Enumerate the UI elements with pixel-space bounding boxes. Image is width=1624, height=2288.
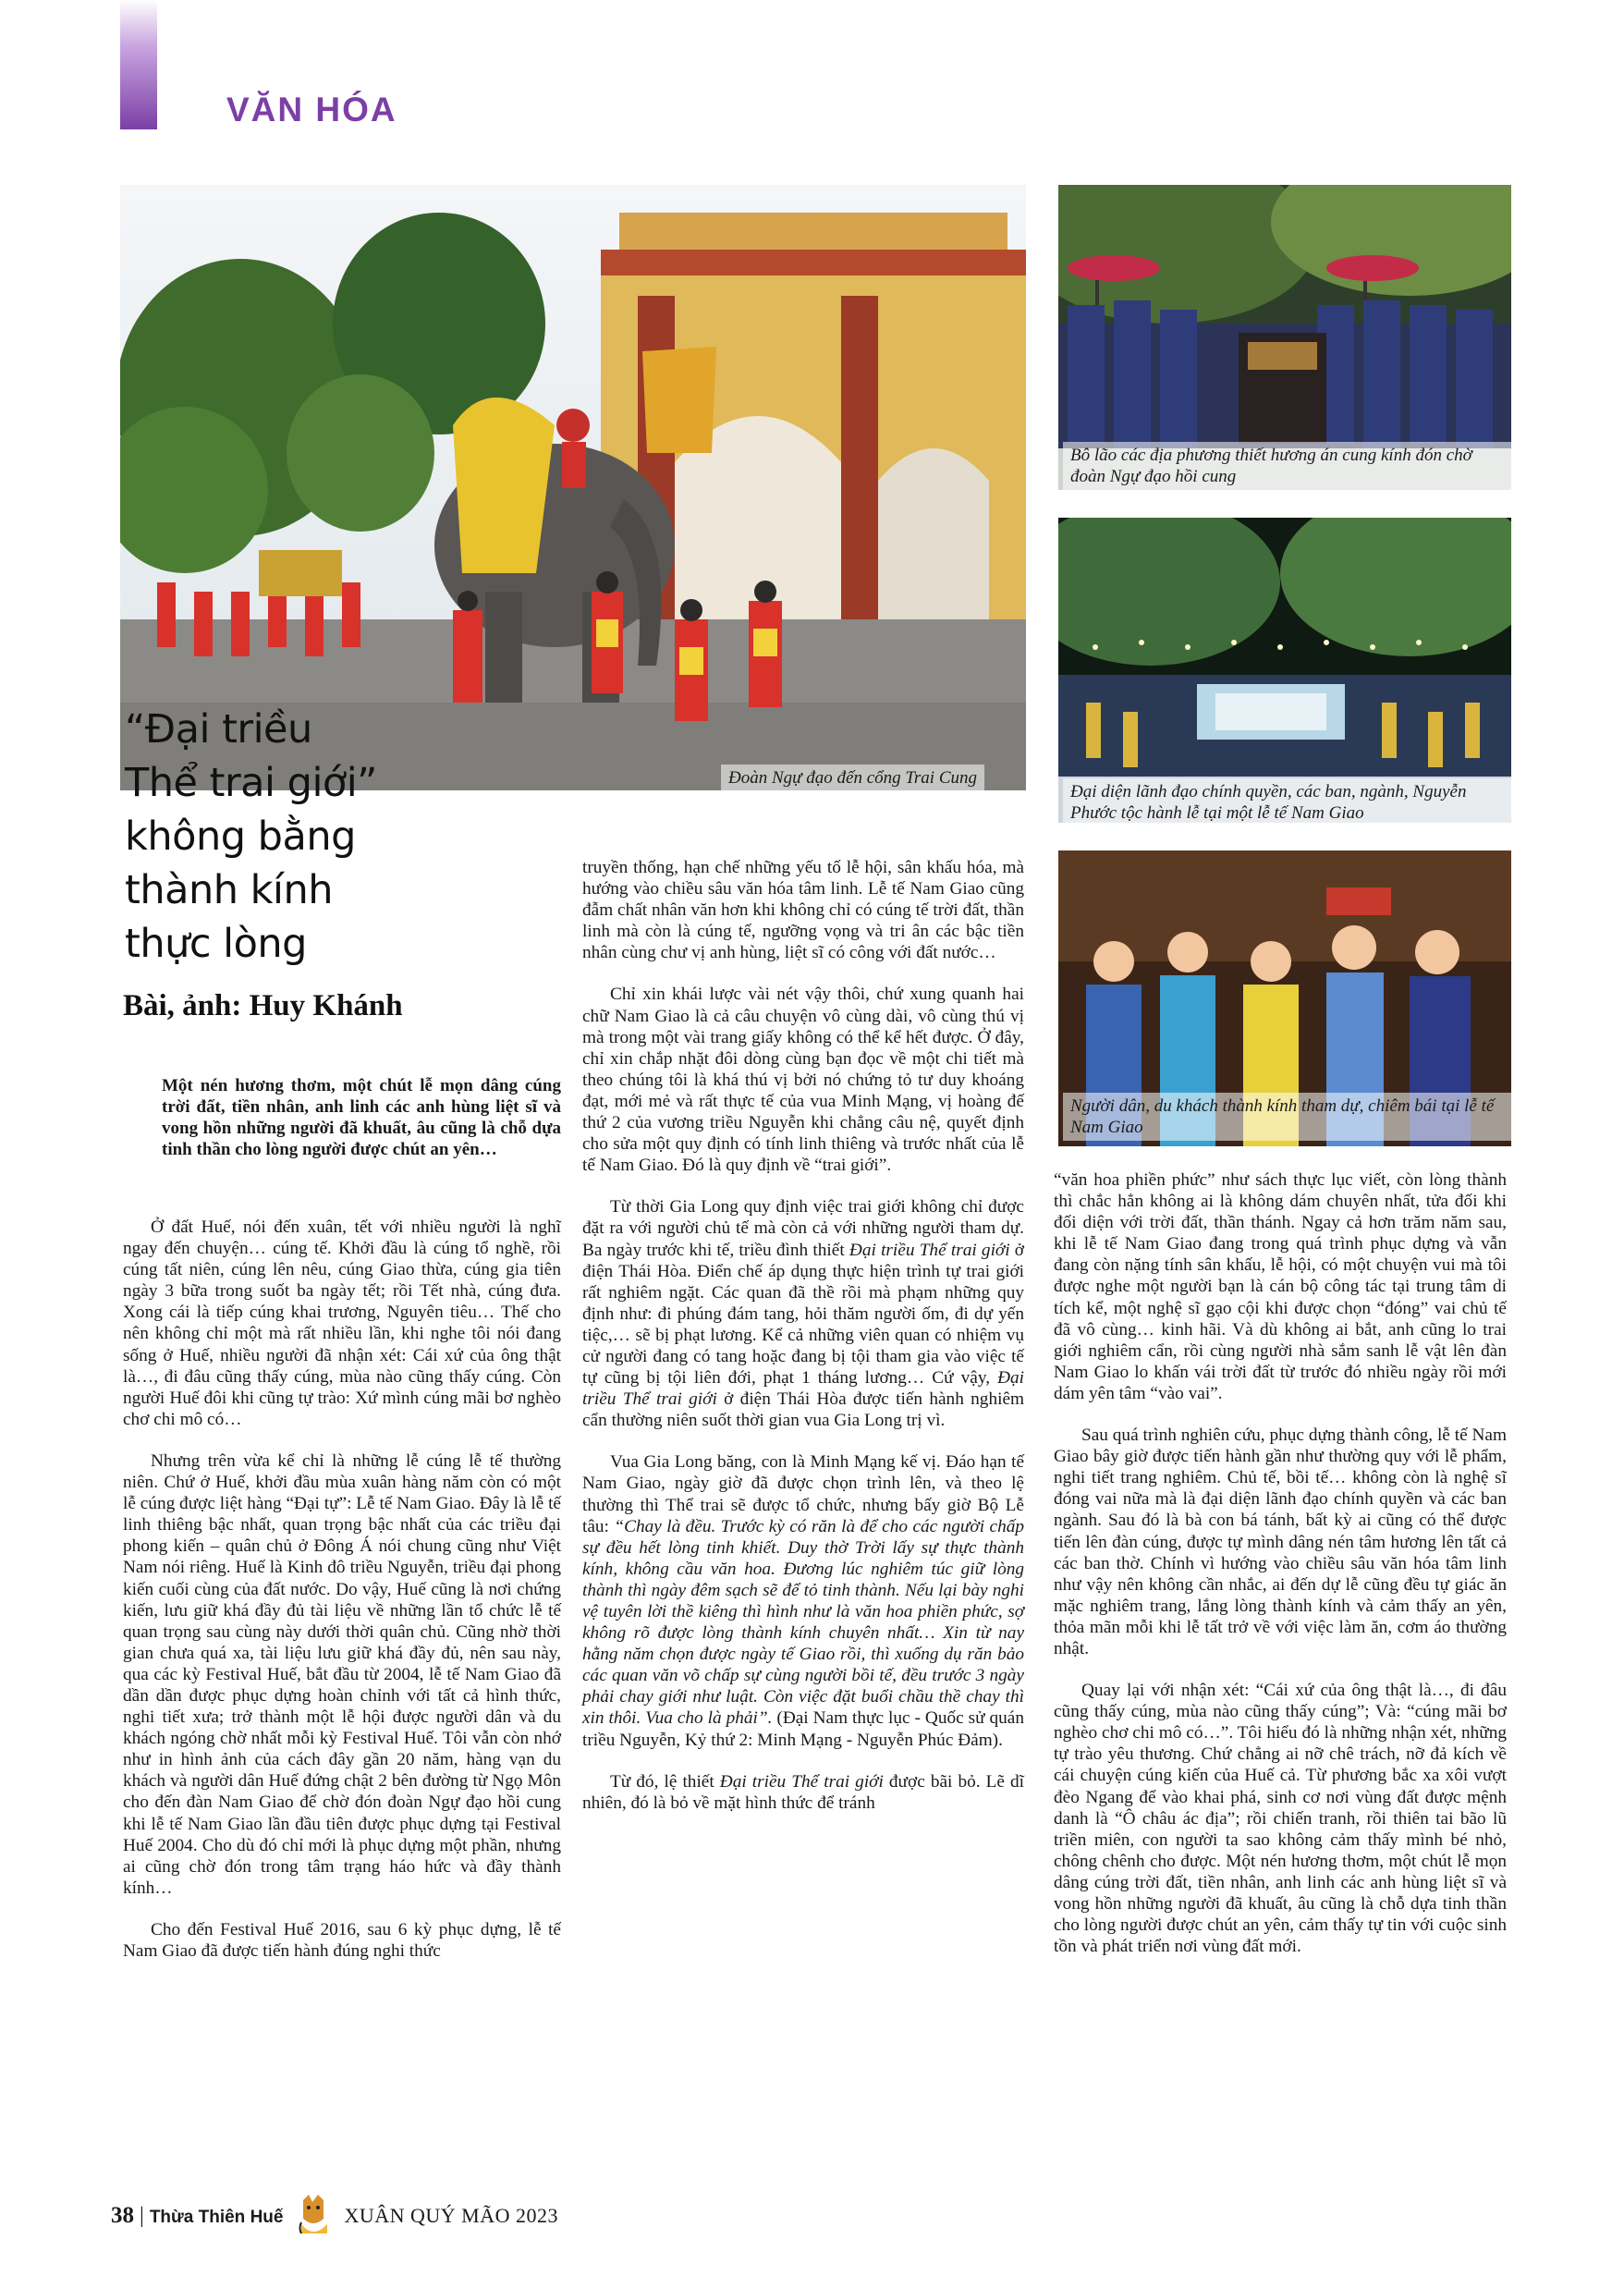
headline-line: thành kính — [125, 867, 333, 913]
body-paragraph: Từ đó, lệ thiết Đại triều Thể trai giới được bãi bỏ. Lẽ dĩ nhiên, đó là bỏ về mặt hình thức để tránh — [582, 1771, 1025, 1813]
main-photo-caption: Đoàn Ngự đạo đến cổng Trai Cung — [721, 765, 984, 791]
headline-line: không bằng — [125, 814, 356, 860]
body-paragraph: Vua Gia Long băng, con là Minh Mạng kế vị. Đáo hạn tế Nam Giao, ngày giờ đã được chọn trình lên, và theo lệ thường thì Thể trai sẽ được tổ chức, nhưng bấy giờ Bộ Lễ tâu: “Chay là đều. Trước kỳ có răn là để cho các người chấp sự đều hết lòng tinh khiết. Duy thờ Trời lấy sự thực thành kính, không cầu văn hoa. Đương lúc nghiêm túc giữ lòng thành thì ngày đêm sạch sẽ để tỏ tinh thành. Nếu lại bày nghi vệ tuyên lời thề kiêng thì hình như là văn hoa phiền phức, sợ không rõ được lòng thành kính chuyên nhất… Xin từ nay hằng năm chọn được ngày tế Giao rồi, thì xuống dụ răn bảo các quan văn võ chấp sự cùng người bồi tế, đều trước 3 ngày phải chay giới như luật. Còn việc đặt buổi chầu thề chay thì xin thôi. Vua cho là phải”. (Đại Nam thực lục - Quốc sử quán triều Nguyễn, Kỷ thứ 2: Minh Mạng - Nguyễn Phúc Đảm). — [582, 1452, 1024, 1750]
page-number: 38 — [111, 2203, 134, 2229]
body-paragraph: Từ thời Gia Long quy định việc trai giới không chỉ được đặt ra với người chủ tế mà còn cả với những người tham dự. Ba ngày trước khi tế, triều đình thiết Đại triều Thể trai giới ở điện Thái Hòa. Điển chế áp dụng thực hiện trình tự trai giới rất nghiêm ngặt. Các quan đã thề rồi mà phạm những quy định như: đi phúng đám tang, hỏi thăm người ốm, đi dự yến tiệc,… sẽ bị phạt lương. Kể cả những viên quan có nhiệm vụ cử người đang có tang hoặc đang bị tội tham gia vào việc tế tự cũng bị tội liên đới, phạt 1 tháng lương… Cứ vậy, Đại triều Thể trai giới ở điện Thái Hòa được tiến hành nghiêm cẩn thường niên suốt thời gian vua Gia Long trị vì. — [582, 1197, 1024, 1431]
body-paragraph: Chỉ xin khái lược vài nét vậy thôi, chứ xung quanh hai chữ Nam Giao là cả câu chuyện vô cùng dài, vô cùng thú vị mà trong một vài trang giấy không có thể kể hết được. Ở đây, chỉ xin chắp nhặt đôi dòng cùng bạn đọc về một chi tiết mà theo chúng tôi là khá thú vị bởi nó chứng tỏ tư duy khoáng đạt, mới mẻ và rất thực tế của vua Minh Mạng, vị hoàng đế thứ 2 của vương triều Nguyễn khi chẳng câu nệ, quyết định cho sửa một quy định có tính linh thiêng và trước nhất của lễ tế Nam Giao. Đó là quy định về “trai giới”. — [582, 985, 1024, 1176]
lead-paragraph: Một nén hương thơm, một chút lễ mọn dâng cúng trời đất, tiền nhân, anh linh các anh hùng liệt sĩ và vong hồn những người đã khuất, âu cũng là chỗ dựa tinh thần cho lòng người được chút an yên… — [162, 1076, 561, 1159]
body-paragraph: Ở đất Huế, nói đến xuân, tết với nhiều người là nghĩ ngay đến chuyện… cúng tế. Khởi đầu là cúng tổ nghề, rồi cúng tất niên, cúng lên nêu, cúng Giao thừa, cúng gia tiên ngày 3 bữa trong suốt ba ngày tết; rồi Tết nhà, cúng đưa. Xong cái là tiếp cúng khai trương, Nguyên tiêu… Thế cho nên không chỉ một mà rất nhiều lần, khi nghe tôi nói đang sống ở Huế, nhiều người đã nhận xét: Cái xứ của ông thật là…, đi đâu cũng thấy cúng, mùa nào cũng thấy cúng. Còn người Huế đôi khi cũng tự trào: Xứ mình cúng mãi bơ nghèo chơ chi mô có… — [123, 1217, 561, 1429]
body-paragraph: Sau quá trình nghiên cứu, phục dựng thành công, lễ tế Nam Giao bây giờ được tiến hành gần như thường quy với lễ phẩm, nghi tiết trang nghiêm. Chủ tế, bồi tế… không còn là nghệ sĩ đóng vai nữa mà là đại diện lãnh đạo chính quyền và các ban ngành. Sau đó là bà con bá tánh, bất kỳ ai cũng có thể được tiến lên đàn cúng, được tự mình dâng nén tâm hương lên tất cả các ban thờ. Chính vì hướng vào chiều sâu văn hóa tâm linh như vậy nên không cần nhắc, ai đến dự lễ cũng đều tự giác ăn mặc nghiêm trang, lắng lòng thành kính và cảm thấy an yên, thỏa mãn mỗi khi lễ tất trở về với việc làm ăn, cơm áo thường nhật. — [1054, 1425, 1507, 1658]
issue-label: XUÂN QUÝ MÃO 2023 — [344, 2204, 559, 2228]
side-photo-ceremony — [1058, 518, 1511, 823]
headline-line: “Đại triều — [125, 706, 312, 752]
cat-logo-icon — [296, 2191, 331, 2244]
body-paragraph: Nhưng trên vừa kể chỉ là những lễ cúng lễ tế thường niên. Chứ ở Huế, khởi đầu mùa xuân hàng năm còn có một lễ cúng được liệt hàng “Đại tự”: Lễ tế Nam Giao. Đây là lễ tế linh thiêng bậc nhất, quan trọng bậc nhất của các triều đại phong kiến – quân chủ ở Đông Á nói chung cũng như Việt Nam nói riêng. Huế là Kinh đô triều Nguyễn, triều đại phong kiến cuối cùng của đất nước. Do vậy, Huế cũng là nơi chứng kiến, lưu giữ khá đầy đủ tài liệu về những lần tổ chức lễ tế quan trọng sau cùng này dưới thời quân chủ. Cũng nhờ thời gian chưa quá xa, tài liệu lưu giữ khá đầy đủ, nên sau này, qua các kỳ Festival Huế, bắt đầu từ 2004, lễ tế Nam Giao đã dần dần được phục dựng hoàn chỉnh với tất cả hình thức, nghi tiết xưa; trở thành một lễ hội được người dân và du khách ngóng chờ nhất mỗi kỳ Festival Huế. Tôi vẫn còn nhớ như in hình ảnh của cách đây gần 20 năm, hàng vạn du khách và người dân Huế đứng chật 2 bên đường từ Ngọ Môn cho đến đàn Nam Giao để chờ đón đoàn Ngự đạo hồi cung khi lễ tế Nam Giao lần đầu tiên được phục dựng tại Festival Huế 2004. Cho dù đó chỉ mới là phục dựng một phần, nhưng ai cũng chờ đón trong tâm trạng háo hức và đầy thành kính… — [123, 1450, 561, 1898]
ceremony-illustration — [1058, 518, 1511, 823]
body-paragraph: Cho đến Festival Huế 2016, sau 6 kỳ phục dựng, lễ tế Nam Giao đã được tiến hành đúng nghi thức — [123, 1919, 561, 1961]
column-2 — [582, 857, 1024, 1814]
headline-line: thực lòng — [125, 921, 307, 967]
body-paragraph: “văn hoa phiền phức” như sách thực lục viết, còn lòng thành thì chắc hẳn không ai là không dám chuyên nhất, tửa đối khi đối diện với trời đất, thần thánh. Ngay cả hơn trăm năm sau, khi lễ tế Nam Giao đang trong quá trình phục dựng và vẫn đang còn nặng tính sân khấu, lễ hội, có một chuyện vui mà tôi được nghe một người bạn là cán bộ công tác tại trung tâm di tích kể, một nghệ sĩ gạo cội khi được chọn “đóng” vai chủ tế đã vô cùng… kinh hãi. Và dù không ai bắt, anh cũng lo trai giới nghiêm cẩn, rồi cùng người nhà sắm sanh lễ vật lên đàn Nam Giao lo khấn vái trời đất từ trước đó nhiều ngày rồi mới dám yên tâm “vào vai”. — [1054, 1170, 1507, 1403]
main-photo — [120, 185, 1026, 790]
body-paragraph: Quay lại với nhận xét: “Cái xứ của ông thật là…, đi đâu cũng thấy cúng, mùa nào cũng thấy cúng”; Và: “cúng mãi bơ nghèo chơ chi mô có…”. Tôi hiểu đó là những nhận xét, những tự trào yêu thương. Chứ chẳng ai nỡ chê trách, nỡ đả kích về cái chuyện cúng kiến của Huế cả. Từ phương bắc xa xôi vượt đèo Ngang để vào khai phá, sinh cơ nơi vùng đất được mệnh danh là “Ô châu ác địa”; rồi chiến tranh, rồi thiên tai bão lũ triền miên, con người ta sao không cảm thấy mình bé nhỏ, chông chênh cho được. Một nén hương thơm, một chút lễ mọn dâng cúng trời đất, tiền nhân, anh linh các anh hùng liệt sĩ và vong hồn những người đã khuất, âu cũng là chỗ dựa tinh thần cho lòng người được chút an yên, cảm thấy tự tin với cuộc sinh tồn và phát triển nơi vùng đất mới. — [1054, 1681, 1507, 1957]
column-1 — [123, 1217, 561, 1962]
column-3 — [1054, 1169, 1507, 1957]
byline: Bài, ảnh: Huy Khánh — [123, 989, 403, 1022]
section-color-bar — [120, 0, 157, 129]
body-paragraph: truyền thống, hạn chế những yếu tố lễ hội, sân khấu hóa, mà hướng vào chiều sâu văn hóa tâm linh. Lễ tế Nam Giao cũng đẫm chất nhân văn hơn khi không chỉ có cúng tế trời đất, thần linh mà còn là cúng tế, ngưỡng vọng và tri ân các bậc tiền nhân cùng chư vị anh hùng, liệt sĩ có công với đất nước… — [582, 858, 1024, 963]
magazine-name: Thừa Thiên Huế — [149, 2208, 284, 2228]
side-photo-ceremony-caption: Đại diện lãnh đạo chính quyền, các ban, ngành, Nguyễn Phước tộc hành lễ tại một lễ tế Nam Giao — [1063, 778, 1512, 826]
footer-separator-icon: | — [140, 2204, 150, 2229]
headline-line: Thể trai giới” — [125, 760, 377, 806]
page-footer — [111, 2191, 558, 2244]
side-photo-elders-caption: Bô lão các địa phương thiết hương án cung kính đón chờ đoàn Ngự đạo hồi cung — [1063, 442, 1512, 490]
procession-illustration — [120, 185, 1026, 790]
section-title: VĂN HÓA — [226, 91, 397, 128]
side-photo-worshippers-caption: Người dân, du khách thành kính tham dự, chiêm bái tại lễ tế Nam Giao — [1063, 1093, 1512, 1141]
article-headline — [125, 703, 458, 971]
